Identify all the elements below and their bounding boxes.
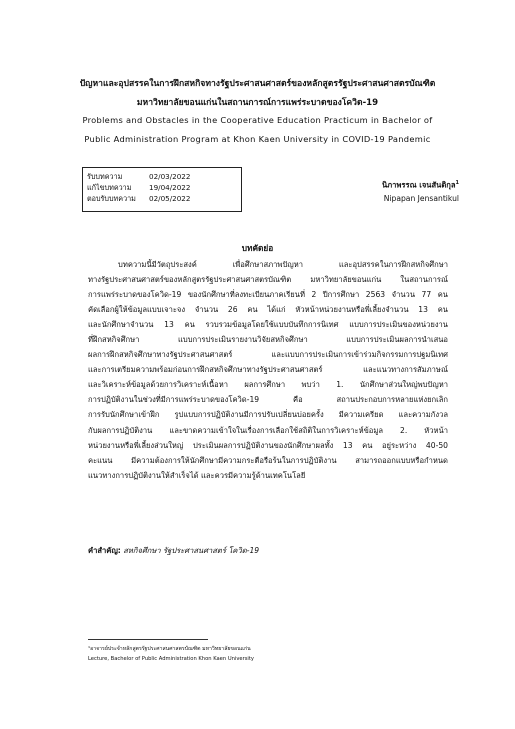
abstract-line: การปฏิบัติงานในช่วงที่มีการแพร่ระบาดของโควิด-19 คือ สถานประกอบการหลายแห่งยกเลิก [88, 395, 448, 405]
date-value: 02/05/2022 [149, 194, 191, 203]
submission-dates-box [82, 167, 242, 212]
footnote-divider [88, 639, 208, 640]
abstract-line: หน่วยงานหรือพี่เลี้ยงส่วนใหญ่ ประเมินผลการปฏิบัติงานของนักศึกษาผลทั้ง 13 คน อยู่ระหว่าง 40-50 [88, 440, 448, 450]
title-thai-line-2: มหาวิทยาลัยขอนแก่นในสถานการณ์การแพร่ระบาดของโควิด-19 [136, 98, 379, 108]
abstract-line: คะแนน มีความต้องการให้นักศึกษามีความกระตือรือร้นในการปฏิบัติงาน สามารถออกแบบหรือกำหนด [88, 455, 448, 465]
abstract-line: และนักศึกษาจำนวน 13 คน รวบรวมข้อมูลโดยใช้แบบบันทึกการนิเทศ แบบการประเมินของหน่วยงาน [88, 320, 448, 330]
title-english-line-1: Problems and Obstacles in the Cooperative Education Practicum in Bachelor of [82, 115, 433, 125]
date-label: แก้ไขบทความ [87, 183, 132, 192]
author-name-english: Nipapan Jensantikul [383, 194, 459, 203]
abstract-line: แนวทางการปฏิบัติงานให้สำเร็จได้ และควรมีความรู้ด้านเทคโนโลยี [88, 470, 306, 480]
abstract-line: ผลการฝึกสหกิจศึกษาทางรัฐประศาสนศาสตร์ และแบบการประเมินการเข้าร่วมกิจกรรมการปฐมนิเทศ [88, 350, 448, 360]
date-label: ตอบรับบทความ [87, 194, 136, 203]
title-english-line-2: Public Administration Program at Khon Kaen University in COVID-19 Pandemic [84, 134, 431, 144]
date-value: 19/04/2022 [149, 183, 191, 192]
abstract-line: การแพร่ระบาดของโควิด-19 ของนักศึกษาที่ลงทะเบียนภาคเรียนที่ 2 ปีการศึกษา 2563 จำนวน 77 คน [88, 290, 448, 300]
abstract-line: การรับนักศึกษาเข้าฝึก รูปแบบการปฏิบัติงานมีการปรับเปลี่ยนบ่อยครั้ง มีความเครียด และความกังวล [88, 410, 448, 420]
date-value: 02/03/2022 [149, 172, 191, 181]
abstract-line: ทางรัฐประศาสนศาสตร์ของหลักสูตรรัฐประศาสนศาสตรบัณฑิต มหาวิทยาลัยขอนแก่น ในสถานการณ์ [88, 275, 448, 285]
date-row-accepted [87, 193, 237, 204]
abstract-line: กับผลการปฏิบัติงาน และขาดความเข้าใจในเรื่องการเลือกใช้สถิติในการวิเคราะห์ข้อมูล 2. หัวหน้า [88, 425, 448, 435]
abstract-line: และวิเคราะห์ข้อมูลด้วยการวิเคราะห์เนื้อหา ผลการศึกษา พบว่า 1. นักศึกษาส่วนใหญ่พบปัญหา [88, 380, 448, 390]
title-thai-line-1: ปัญหาและอุปสรรคในการฝึกสหกิจทางรัฐประศาสนศาสตร์ของหลักสูตรรัฐประศาสนศาสตรบัณฑิต [79, 79, 436, 89]
abstract-line: ที่ฝึกสหกิจศึกษา แบบการประเมินรายงานวิจัยสหกิจศึกษา แบบการประเมินผลการนำเสนอ [88, 335, 448, 345]
keywords-label: คำสำคัญ: [88, 546, 121, 555]
author-name-thai [382, 178, 459, 191]
abstract-line: คัดเลือกผู้ให้ข้อมูลแบบเจาะจง จำนวน 26 คน ได้แก่ หัวหน้าหน่วยงานหรือพี่เลี้ยงจำนวน 13 คน [88, 305, 448, 315]
keywords-value: สหกิจศึกษา รัฐประศาสนศาสตร์ โควิด-19 [123, 546, 260, 555]
keywords [88, 545, 259, 557]
date-row-received [87, 171, 237, 182]
date-label: รับบทความ [87, 172, 123, 181]
abstract-heading: บทคัดย่อ [241, 243, 274, 253]
footnote-thai: ¹อาจารย์ประจำหลักสูตรรัฐประศาสนศาสตรบัณฑิต มหาวิทยาลัยขอนแก่น [88, 646, 251, 652]
abstract-line: บทความนี้มีวัตถุประสงค์ เพื่อศึกษาสภาพปัญหา และอุปสรรคในการฝึกสหกิจศึกษา [118, 260, 448, 269]
author-footnote-marker: 1 [455, 180, 459, 186]
abstract-body [88, 257, 448, 483]
footnote-english: Lecture, Bachelor of Public Administration Khon Kaen University [88, 656, 254, 662]
abstract-line: และการเตรียมความพร้อมก่อนการฝึกสหกิจศึกษาทางรัฐประศาสนศาสตร์ และแนวทางการสัมภาษณ์ [88, 365, 448, 375]
author-name-text: นิภาพรรณ เจนสันติกุล [381, 180, 456, 190]
date-row-revised [87, 182, 237, 193]
